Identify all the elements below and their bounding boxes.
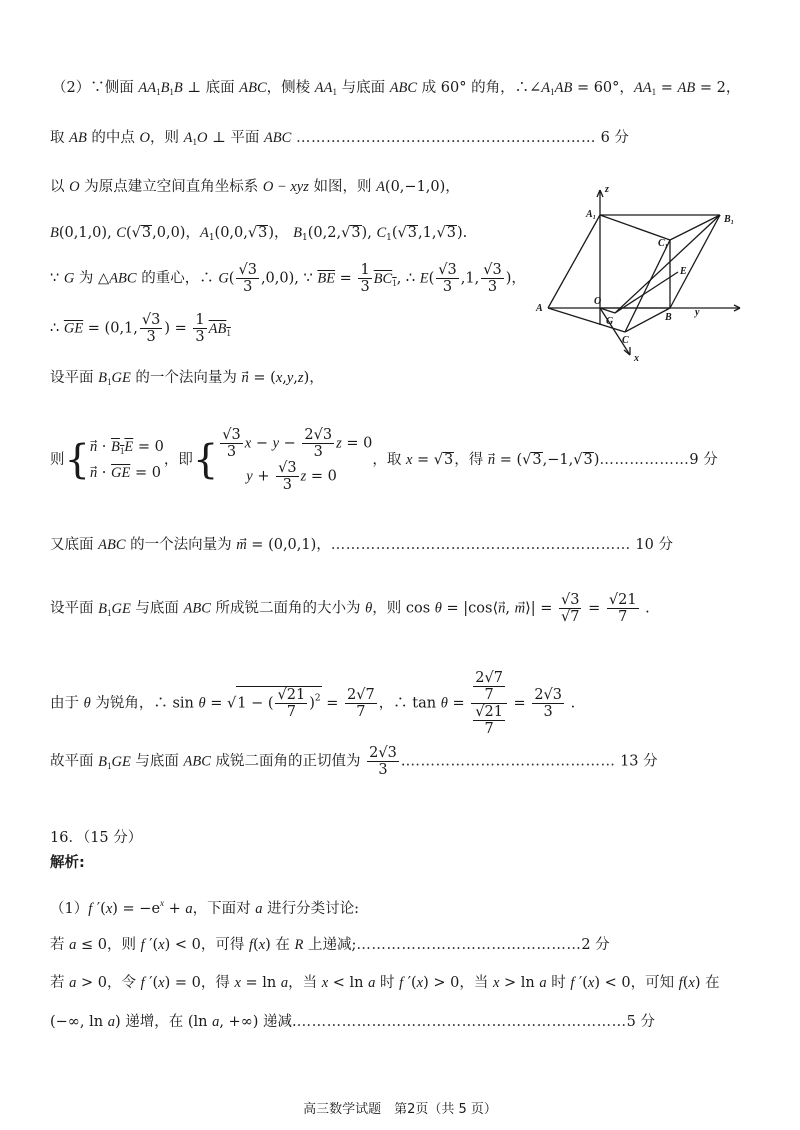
score-5: 5 分 xyxy=(626,1014,655,1030)
q16-line-2: 若 a ≤ 0，则 f ′(x) < 0，可得 f(x) 在 R 上递减;………………………………………2 分 xyxy=(50,937,610,953)
score-9: 9 分 xyxy=(689,452,718,468)
label-y: y xyxy=(695,307,700,318)
line-11: 由于 θ 为锐角，∴ sin θ = √1 − ( $\frac{√21}{7}$ )$^2$ = $\frac{2√7}{7}$ ，∴ tan θ = $\frac{\frac{2√7}{7}}{\frac{√21}{7}}$ = $\frac{2√3}{3}$ . xyxy=(50,670,576,737)
line-12: 故平面 $B_1GE$ 与底面 ABC 成锐二面角的正切值为 $\frac{2√3}{3}$ .…………………………………… 13 分 xyxy=(50,745,658,778)
label-z: z xyxy=(605,184,609,195)
score-2: 2 分 xyxy=(581,937,610,953)
label-o: O xyxy=(594,296,602,307)
label-b1: B₁ xyxy=(724,214,735,225)
label-c1: C₁ xyxy=(658,238,669,249)
q16-line-1: （1）f $'(x) = -e^x + a$，下面对 a 进行分类讨论: xyxy=(50,898,360,917)
line-6: ∴ $\overline{GE} = (0,1$, $\frac{√3}{3}$ ) = $\frac{1}{3}$ $AB_1$ xyxy=(50,312,231,345)
label-e: E xyxy=(680,266,687,277)
score-10: 10 分 xyxy=(635,537,673,553)
line-2: 取 AB 的中点 O，则 $A_1O$ ⊥ 平面 ABC …………………………………………………… 6 分 xyxy=(50,130,629,147)
label-a1: A₁ xyxy=(586,209,597,220)
label-c: C xyxy=(622,335,629,346)
line-9: 又底面 ABC 的一个法向量为 m⃗ = (0,0,1)，…………………………………………………… 10 分 xyxy=(50,537,673,553)
score-13: 13 分 xyxy=(620,753,658,770)
score-6: 6 分 xyxy=(600,130,629,146)
line-8: 则{ n⃗ · $B_1E = 0$ n⃗ · $\overline{GE} = 0$ ，即{ $\frac{√3}{3}$ x − y − $\frac{2√3}{3}$ z = 0 y + $\frac{√3}{3}$ z = 0 ，取 x = √3，得 n⃗ = (√3,−1,√3)………………9 分 xyxy=(50,427,718,493)
q16-title: 16．（15 分） xyxy=(50,830,143,846)
q16-line-4: (−∞, ln a) 递增，在 (ln a, +∞) 递减.…………………………………………………………5 分 xyxy=(50,1014,655,1030)
line-7: 设平面 $B_1GE$ 的一个法向量为 n⃗ = (x,y,z)， xyxy=(50,370,324,387)
label-g: G xyxy=(606,316,614,327)
line-10: 设平面 $B_1GE$ 与底面 ABC 所成锐二面角的大小为 θ，则 cos θ = |cos⟨n⃗, m⃗⟩| = $\frac{√3}{√7}$ = $\frac{√21}{7}$ . xyxy=(50,592,650,625)
q16-label: 解析: xyxy=(50,855,85,871)
label-b: B xyxy=(665,312,672,323)
page-footer: 高三数学试题 第2页（共 5 页） xyxy=(303,1102,497,1117)
line-1: （2）∵侧面 $AA_1B_1B$ ⊥ 底面 ABC，侧棱 $AA_1$ 与底面 ABC 成 60° 的角，$\therefore\angle A_1AB = 60^\circ$，$AA_1$ = AB = 2， xyxy=(52,80,741,97)
prism-figure xyxy=(530,180,750,365)
label-x: x xyxy=(634,353,639,364)
line-4: B(0,1,0), C(√3,0,0)，$A_1(0,0,√3)$， $B_1(0,2,√3)$, $C_1(√3,1,√3)$. xyxy=(50,225,468,243)
label-a: A xyxy=(536,303,543,314)
line-5: ∵ G 为 △ABC 的重心，∴ G( $\frac{√3}{3}$ ,0,0), ∵ $\overline{BE}$ = $\frac{1}{3}$ $BC_1$, ∴ E( $\frac{√3}{3}$ ,1, $\frac{√3}{3}$ )， xyxy=(50,262,526,295)
line-3: 以 O 为原点建立空间直角坐标系 O − xyz 如图，则 A(0,−1,0)， xyxy=(50,179,460,195)
q16-line-3: 若 a > 0，令 f ′(x) = 0，得 x = ln a，当 x < ln a 时 f ′(x) > 0，当 x > ln a 时 f ′(x) < 0，可知 f(x) 在 xyxy=(50,975,720,991)
